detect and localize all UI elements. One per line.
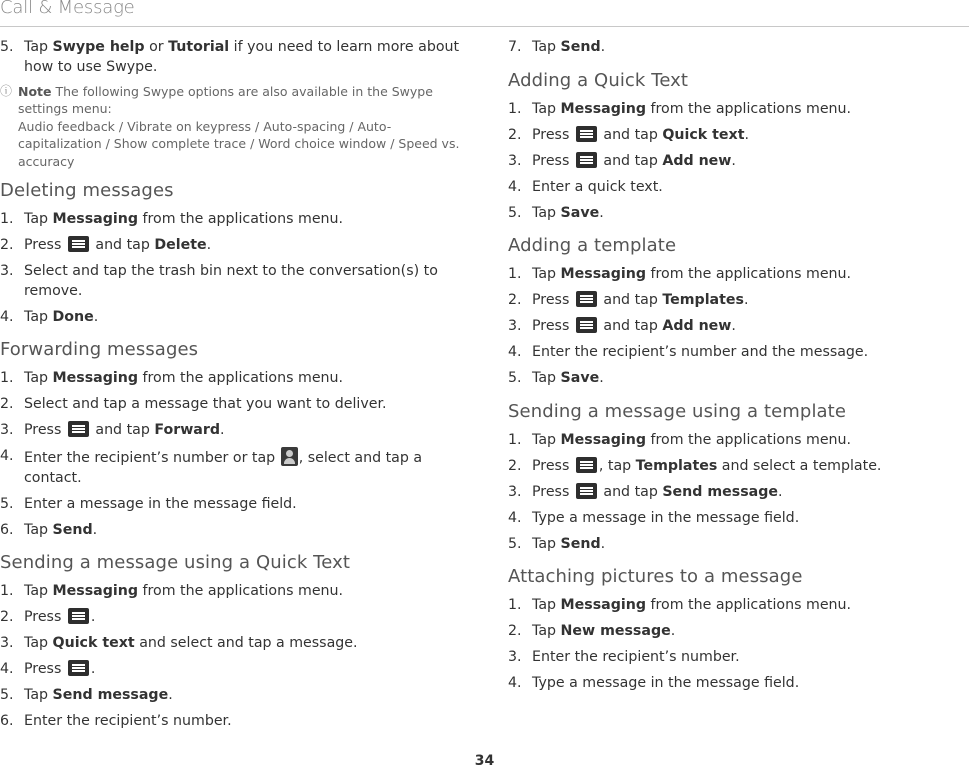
menu-icon bbox=[576, 317, 597, 333]
step-text: and tap bbox=[598, 318, 663, 334]
step-emphasis: Messaging bbox=[560, 100, 647, 117]
list-item bbox=[508, 596, 948, 616]
step-text: Type a message in the message field. bbox=[532, 509, 800, 526]
step-text: Enter the recipient’s number and the message. bbox=[532, 344, 869, 360]
list-item bbox=[0, 236, 470, 256]
step-number: 2. bbox=[508, 457, 522, 474]
step-text: from the applications menu. bbox=[646, 597, 852, 613]
list-item bbox=[0, 262, 470, 301]
step-text: Tap bbox=[24, 687, 53, 704]
left-column bbox=[0, 38, 470, 740]
step-number: 1. bbox=[0, 370, 14, 387]
step-text: Tap bbox=[532, 100, 561, 117]
right-column bbox=[508, 38, 948, 702]
step-number: 1. bbox=[0, 583, 14, 600]
step-emphasis: Done bbox=[52, 308, 94, 325]
list-item bbox=[508, 674, 948, 694]
step-emphasis: Forward bbox=[154, 422, 221, 439]
step-text: Enter the recipient’s number or tap bbox=[24, 450, 280, 467]
step-text: Tap bbox=[24, 39, 53, 55]
step-emphasis: New message bbox=[560, 623, 671, 639]
step-number: 2. bbox=[0, 609, 14, 626]
step-text: Tap bbox=[532, 623, 561, 639]
step-text: and select a template. bbox=[717, 457, 882, 474]
step-number: 2. bbox=[508, 623, 522, 639]
page-header bbox=[0, 0, 969, 27]
step-text: Press bbox=[24, 237, 66, 254]
step-text: and tap bbox=[598, 152, 663, 169]
step-text: or bbox=[144, 39, 169, 55]
step-text: and tap bbox=[90, 237, 155, 254]
step-text: Tap bbox=[532, 204, 561, 221]
step-text: Enter a message in the message field. bbox=[24, 495, 297, 512]
list-item bbox=[508, 38, 948, 58]
section-heading: Forwarding messages bbox=[0, 339, 199, 361]
step-text: . bbox=[599, 204, 604, 221]
step-text: from the applications menu. bbox=[646, 431, 852, 448]
step-emphasis: Add new bbox=[662, 152, 732, 169]
step-emphasis: Templates bbox=[662, 292, 744, 308]
step-emphasis: Messaging bbox=[52, 211, 139, 228]
step-text: . bbox=[600, 535, 606, 552]
list-item bbox=[0, 38, 470, 77]
step-number: 1. bbox=[508, 100, 522, 117]
list-item bbox=[508, 457, 948, 477]
step-text: Press bbox=[532, 318, 574, 334]
step-number: 5. bbox=[0, 495, 14, 512]
step-number: 3. bbox=[508, 152, 522, 169]
note-text: The following Swype options are also available in the Swype settings menu: bbox=[18, 84, 433, 117]
step-number: 5. bbox=[0, 687, 14, 704]
deleting-steps bbox=[0, 210, 470, 327]
step-text: . bbox=[168, 687, 173, 704]
list-item bbox=[508, 431, 948, 451]
step-number: 4. bbox=[0, 308, 14, 325]
step-number: 4. bbox=[0, 448, 14, 465]
menu-icon bbox=[576, 483, 597, 499]
step-number: 2. bbox=[0, 237, 14, 254]
step-text: Press bbox=[532, 152, 574, 169]
step-text: Press bbox=[532, 126, 574, 143]
step-text: . bbox=[92, 521, 98, 538]
step-text: from the applications menu. bbox=[646, 266, 852, 282]
note-label: Note bbox=[18, 84, 52, 99]
step-text: Tap bbox=[532, 431, 561, 448]
step-text: Enter a quick text. bbox=[532, 178, 663, 195]
menu-icon bbox=[576, 291, 597, 307]
list-item bbox=[0, 608, 470, 628]
step-number: 2. bbox=[508, 292, 522, 308]
section-heading: Sending a message using a template bbox=[508, 400, 847, 422]
list-item bbox=[508, 343, 948, 363]
step-number: 5. bbox=[508, 204, 522, 221]
list-item bbox=[508, 100, 948, 120]
step-number: 5. bbox=[508, 535, 522, 552]
step-number: 6. bbox=[0, 521, 14, 538]
menu-icon bbox=[576, 126, 597, 142]
step-number: 4. bbox=[508, 675, 522, 691]
step-text: Press bbox=[532, 457, 574, 474]
step-text: Tap bbox=[532, 39, 561, 55]
step-text: Press bbox=[24, 422, 66, 439]
step-emphasis: Quick text bbox=[662, 126, 745, 143]
step-text: . bbox=[731, 152, 736, 169]
list-item bbox=[0, 447, 470, 488]
list-item bbox=[0, 686, 470, 706]
step-number: 2. bbox=[0, 396, 14, 413]
step-number: 3. bbox=[508, 318, 522, 334]
list-item bbox=[0, 308, 470, 328]
step-text: Tap bbox=[532, 370, 561, 386]
step-text: Tap bbox=[24, 211, 53, 228]
step-number: 5. bbox=[0, 39, 14, 55]
step-text: Enter the recipient’s number. bbox=[532, 649, 740, 665]
step-emphasis: Messaging bbox=[560, 597, 647, 613]
list-item bbox=[508, 126, 948, 146]
step-number: 1. bbox=[0, 211, 14, 228]
step-emphasis: Messaging bbox=[52, 583, 139, 600]
header-title: Call & Message bbox=[0, 0, 135, 18]
section-heading: Sending a message using a Quick Text bbox=[0, 552, 350, 574]
list-item bbox=[508, 648, 948, 668]
list-item bbox=[0, 521, 470, 541]
step-text: . bbox=[743, 292, 749, 308]
step-text: and select and tap a message. bbox=[134, 635, 358, 652]
quicktext-add-steps bbox=[508, 100, 948, 224]
list-item bbox=[508, 622, 948, 642]
step-emphasis: Send bbox=[52, 521, 93, 538]
list-item bbox=[0, 582, 470, 602]
step-text: . bbox=[778, 483, 783, 500]
step-text: . bbox=[220, 422, 225, 439]
menu-icon bbox=[576, 457, 597, 473]
template-add-steps bbox=[508, 265, 948, 389]
step-text: and tap bbox=[598, 126, 663, 143]
step-emphasis: Send bbox=[560, 535, 601, 552]
list-item bbox=[508, 291, 948, 311]
quicktext-send-steps-cont bbox=[508, 38, 948, 58]
step-emphasis: Messaging bbox=[52, 370, 139, 387]
step-text: Tap bbox=[24, 308, 53, 325]
step-text: Tap bbox=[24, 370, 53, 387]
step-emphasis: Send message bbox=[662, 483, 779, 500]
list-item bbox=[0, 369, 470, 389]
list-item bbox=[0, 210, 470, 230]
step-emphasis: Send message bbox=[52, 687, 169, 704]
list-item bbox=[0, 395, 470, 415]
step-text: and tap bbox=[598, 292, 663, 308]
list-item bbox=[0, 660, 470, 680]
list-item bbox=[508, 483, 948, 503]
step-emphasis: Templates bbox=[635, 457, 718, 474]
quicktext-send-steps bbox=[0, 582, 470, 732]
step-text: Tap bbox=[532, 266, 561, 282]
contact-icon bbox=[281, 447, 298, 466]
step-number: 3. bbox=[0, 635, 14, 652]
list-item bbox=[0, 712, 470, 732]
list-item bbox=[508, 509, 948, 529]
step-number: 4. bbox=[508, 509, 522, 526]
menu-icon bbox=[68, 608, 89, 624]
section-heading: Adding a template bbox=[508, 235, 677, 256]
step-text: . bbox=[93, 308, 99, 325]
step-emphasis: Add new bbox=[662, 318, 732, 334]
step-text: Press bbox=[24, 609, 66, 626]
step-number: 4. bbox=[508, 344, 522, 360]
list-item bbox=[508, 369, 948, 389]
step-text: Enter the recipient’s number. bbox=[24, 713, 232, 730]
note-options: Audio feedback / Vibrate on keypress / Auto-spacing / Auto-capitalization / Show complete trace / Word choice window / Speed vs. accuracy bbox=[18, 118, 460, 169]
step-text: from the applications menu. bbox=[138, 583, 344, 600]
step-emphasis: Quick text bbox=[52, 635, 135, 652]
step-text: Press bbox=[532, 292, 574, 308]
step-number: 2. bbox=[508, 126, 522, 143]
list-item bbox=[0, 634, 470, 654]
step-text: , select and tap a contact. bbox=[24, 450, 423, 486]
menu-icon bbox=[68, 236, 89, 252]
section-heading: Adding a Quick Text bbox=[508, 69, 689, 91]
list-item bbox=[508, 178, 948, 198]
step-text: Tap bbox=[532, 597, 561, 613]
step-number: 3. bbox=[508, 649, 522, 665]
step-text: . bbox=[731, 318, 736, 334]
step-text: Tap bbox=[532, 535, 561, 552]
page-number: 34 bbox=[474, 753, 495, 769]
section-heading: Attaching pictures to a message bbox=[508, 566, 803, 587]
step-number: 4. bbox=[0, 661, 14, 678]
list-item bbox=[508, 152, 948, 172]
step-number: 3. bbox=[0, 263, 14, 280]
step-text: . bbox=[90, 661, 96, 678]
list-item bbox=[0, 495, 470, 515]
step-number: 6. bbox=[0, 713, 14, 730]
step-text: Select and tap a message that you want to deliver. bbox=[24, 396, 387, 413]
step-text: Tap bbox=[24, 583, 53, 600]
step-text: Press bbox=[24, 661, 66, 678]
step-number: 3. bbox=[508, 483, 522, 500]
step-number: 1. bbox=[508, 431, 522, 448]
step-number: 1. bbox=[508, 266, 522, 282]
step-emphasis: Messaging bbox=[560, 266, 647, 282]
list-item bbox=[508, 317, 948, 337]
step-text: Tap bbox=[24, 521, 53, 538]
step-text: Type a message in the message field. bbox=[532, 675, 800, 691]
step-text: . bbox=[90, 609, 96, 626]
list-item bbox=[508, 535, 948, 555]
template-send-steps bbox=[508, 431, 948, 555]
step-emphasis: Swype help bbox=[52, 39, 145, 55]
step-number: 4. bbox=[508, 178, 522, 195]
list-item bbox=[508, 204, 948, 224]
step-text: . bbox=[744, 126, 750, 143]
step-text: if you need to learn more about how to use Swype. bbox=[24, 39, 460, 75]
step-number: 7. bbox=[508, 39, 522, 55]
info-icon: ⓘ bbox=[0, 84, 13, 98]
step-emphasis: Save bbox=[560, 370, 600, 386]
step-number: 3. bbox=[0, 422, 14, 439]
attach-steps bbox=[508, 596, 948, 694]
step-text: , tap bbox=[598, 457, 636, 474]
step-emphasis: Tutorial bbox=[168, 39, 230, 55]
list-item bbox=[508, 265, 948, 285]
list-item bbox=[0, 421, 470, 441]
menu-icon bbox=[68, 660, 89, 676]
step-text: . bbox=[600, 39, 606, 55]
forwarding-steps bbox=[0, 369, 470, 540]
step-emphasis: Send bbox=[560, 39, 601, 55]
step-text: Press bbox=[532, 483, 574, 500]
step-text: . bbox=[670, 623, 676, 639]
section-heading: Deleting messages bbox=[0, 180, 174, 202]
step-emphasis: Save bbox=[560, 204, 600, 221]
step-text: and tap bbox=[598, 483, 663, 500]
step-text: from the applications menu. bbox=[646, 100, 852, 117]
step-emphasis: Delete bbox=[154, 237, 207, 254]
step-number: 5. bbox=[508, 370, 522, 386]
step-text: . bbox=[599, 370, 604, 386]
menu-icon bbox=[68, 421, 89, 437]
swype-steps bbox=[0, 38, 470, 77]
menu-icon bbox=[576, 152, 597, 168]
step-text: from the applications menu. bbox=[138, 211, 344, 228]
step-emphasis: Messaging bbox=[560, 431, 647, 448]
step-text: Select and tap the trash bin next to the conversation(s) to remove. bbox=[24, 263, 438, 299]
step-text: from the applications menu. bbox=[138, 370, 344, 387]
step-text: Tap bbox=[24, 635, 53, 652]
step-number: 1. bbox=[508, 597, 522, 613]
swype-note bbox=[0, 83, 470, 170]
step-text: and tap bbox=[90, 422, 155, 439]
step-text: . bbox=[206, 237, 212, 254]
